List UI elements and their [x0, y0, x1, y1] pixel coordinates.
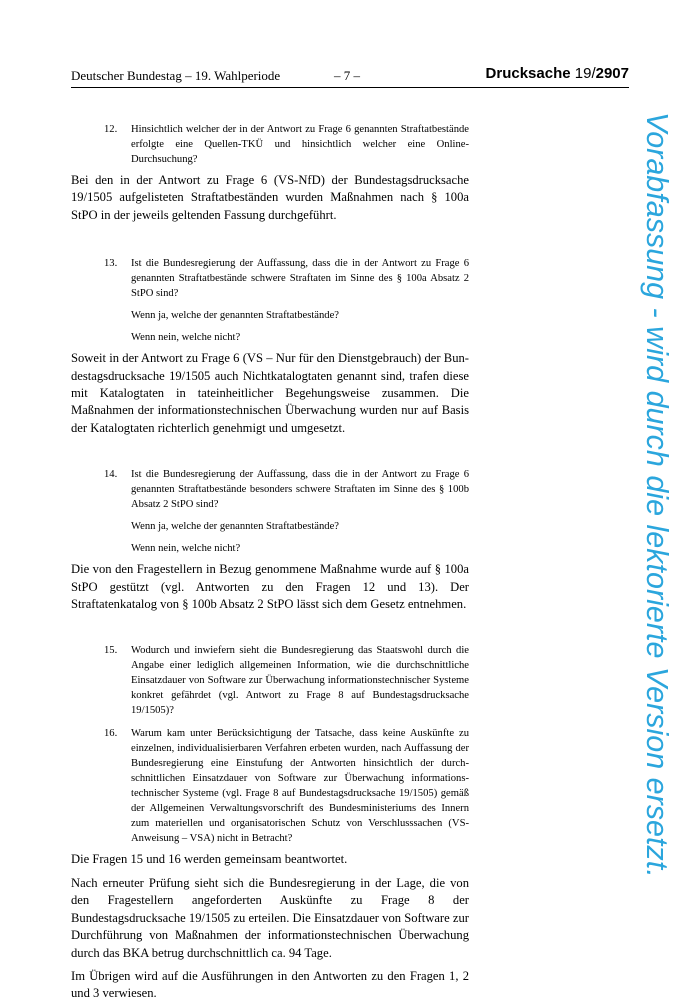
question-16 [71, 726, 469, 846]
question-text: Ist die Bundesregierung der Auffassung, dass die in der Antwort zu Frage 6 genannten Straftatbestände schwere Straftaten im Sinne des § 100a Absatz 2 StPO sind? [131, 258, 469, 300]
question-13-sub-no: Wenn nein, welche nicht? [131, 332, 241, 344]
answer-remaining: Im Übrigen wird auf die Ausführungen in den Antworten zu den Fragen 1, 2 und 3 verwiesen. [71, 968, 469, 1001]
header-document-id [486, 65, 629, 82]
question-15 [71, 643, 469, 718]
header-doc-label: Drucksache [485, 65, 571, 82]
page-header [71, 65, 629, 88]
question-text: Hinsichtlich welcher der in der Antwort zu Frage 6 genannten Straftatbestände erfolgte eine Quellen-TKÜ und hinsichtlich welcher eine Online-Durchsuchung? [131, 124, 469, 165]
header-doc-number: 2907 [595, 65, 629, 82]
question-text: Warum kam unter Berücksichtigung der Tatsache, dass keine Auskünfte zu einzelnen, individualisierbaren Verfahren erbeten wurden, nach Auffassung der Bundesregierung eine Einstufung der Antworten hinsichtlich der durchschnittlichen Einsatzdauer von Software zur Überwachung informationstechnischer Systeme (vgl. Frage 8 auf Bundestagsdrucksache 19/1505) gemäß der Allgemeinen Verwaltungsvorschrift des Bundesministeriums des Innern zum materiellen und organisatorischen Schutz von Verschlusssachen (VS-Anweisung – VSA) nicht in Betracht? [131, 728, 469, 845]
question-number: 15. [104, 645, 118, 657]
header-page-number: – 7 – [334, 68, 360, 83]
answer-12: Bei den in der Antwort zu Frage 6 (VS-NfD) der Bundestagsdrucksache 19/1505 aufgelisteten Straftatbeständen wurden Maßnahmen nach § 100a StPO in der jeweils geltenden Fassung durchgeführt. [71, 173, 469, 222]
question-14 [71, 467, 469, 512]
answer-15-16: Nach erneuter Prüfung sieht sich die Bundesregierung in der Lage, die von den Fragestellern angeforderten Auskünfte zu Frage 8 der Bundestagsdrucksache 19/1505 zu erteilen. Die Einsatzdauer von Software zur Durchführung von Maßnahmen der informationstechnischen Überwachung durch das BKA betrug durchschnittlich ca. 94 Tage. [71, 875, 469, 960]
draft-watermark: Vorabfassung - wird durch die lektorierte Version ersetzt. [640, 112, 674, 878]
question-14-sub-yes: Wenn ja, welche der genannten Straftatbestände? [131, 521, 339, 533]
answer-15-16-intro: Die Fragen 15 und 16 werden gemeinsam beantwortet. [71, 852, 348, 867]
question-number: 13. [104, 258, 118, 270]
document-body [71, 122, 469, 1003]
question-number: 12. [104, 124, 118, 135]
question-14-sub-no: Wenn nein, welche nicht? [131, 543, 241, 555]
question-13-sub-yes: Wenn ja, welche der genannten Straftatbestände? [131, 310, 339, 322]
answer-13: Soweit in der Antwort zu Frage 6 (VS – Nur für den Dienstgebrauch) der Bundestagsdrucksache 19/1505 auch Nichtkatalogtaten genannt sind, trafen diese mit Katalogtaten in tateinheitlicher Begehungsweise zusammen. Die Maßnahmen der informationstechnischen Überwachung wurden nur auf Basis der Katalogtaten richterlich genehmigt und umgesetzt. [71, 351, 469, 435]
question-text: Wodurch und inwiefern sieht die Bundesregierung das Staatswohl durch die Angabe einer lediglich allgemeinen Information, wie die durchschnittliche Einsatzdauer von Software zur Überwachung informationstechnischer Systeme konkret gefährdet (vgl. Antwort zu Frage 8 auf Bundestagsdrucksache 19/1505)? [131, 645, 469, 717]
question-text: Ist die Bundesregierung der Auffassung, dass die in der Antwort zu Frage 6 genannten Straftatbestände besonders schwere Straftaten im Sinne des § 100b Absatz 2 StPO sind? [131, 469, 469, 511]
question-12 [71, 122, 469, 167]
header-parliament-label: Deutscher Bundestag – 19. Wahlperiode [71, 68, 281, 83]
question-13 [71, 256, 469, 301]
answer-14: Die von den Fragestellern in Bezug genommene Maßnahme wurde auf § 100a StPO gestützt (vgl. Antworten zu den Fragen 12 und 13). Der Straftatenkatalog von § 100b Absatz 2 StPO lässt sich dem Gesetz entnehmen. [71, 562, 469, 612]
header-doc-period: 19/ [574, 65, 596, 82]
question-number: 14. [104, 469, 118, 481]
question-number: 16. [104, 728, 118, 740]
